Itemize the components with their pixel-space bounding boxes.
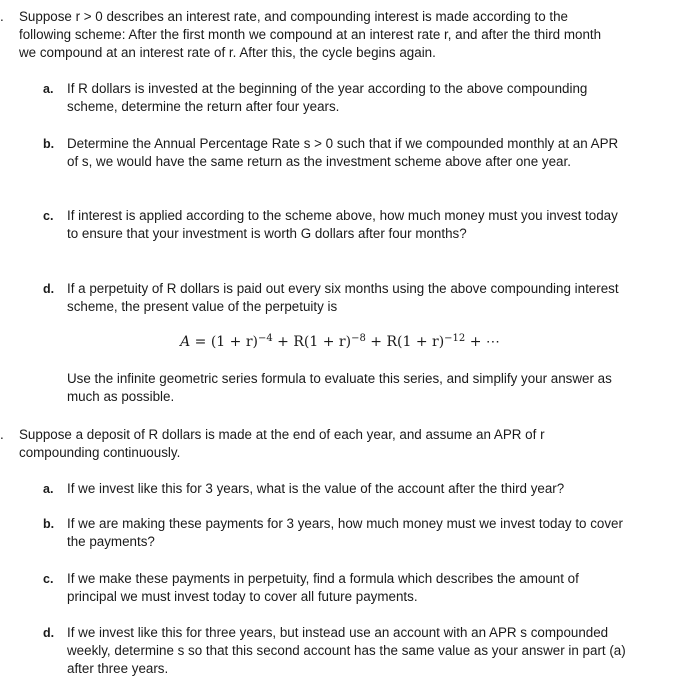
q2-part-b-label: b. xyxy=(43,517,55,531)
formula-exp-3: −12 xyxy=(444,333,466,344)
q2-part-a-label: a. xyxy=(43,482,54,496)
q1-part-c-label: c. xyxy=(43,209,54,223)
q2-part-d-label: d. xyxy=(43,626,55,640)
q1-part-d-text: If a perpetuity of R dollars is paid out every six months using the above compounding interest scheme, the present value of the perpetuity is xyxy=(67,281,619,314)
question-2-number: . xyxy=(0,427,4,442)
question-2-text: Suppose a deposit of R dollars is made at the end of each year, and assume an APR of r compounding continuously. xyxy=(19,427,545,460)
question-1-number: . xyxy=(0,9,4,24)
question-1-text: Suppose r > 0 describes an interest rate, and compounding interest is made according to the following scheme: After the first month we compound at an interest rate r, and after the third month we compound at an interest rate of r. After this, the cycle begins again. xyxy=(19,9,602,60)
q1-part-c-text: If interest is applied according to the scheme above, how much money must you invest today to ensure that your investment is worth G dollars after four months? xyxy=(67,208,618,241)
formula-term-2: R(1 + r) xyxy=(293,334,352,350)
q2-part-c-label: c. xyxy=(43,572,54,586)
q2-part-a-text: If we invest like this for 3 years, what is the value of the account after the third year? xyxy=(67,481,565,496)
q2-part-d-text: If we invest like this for three years, but instead use an account with an APR s compounded weekly, determine s so that this second account has the same value as your answer in part (a) after three years. xyxy=(67,625,626,676)
q1-part-d-instruction: Use the infinite geometric series formula to evaluate this series, and simplify your answer as much as possible. xyxy=(67,371,612,404)
q1-part-b-label: b. xyxy=(43,137,55,151)
q1-part-d-label: d. xyxy=(43,282,55,296)
formula-exp-2: −8 xyxy=(351,333,366,344)
formula-lhs: A xyxy=(180,334,191,350)
formula-tail: + ⋯ xyxy=(469,334,500,350)
formula-term-1: (1 + r) xyxy=(210,334,258,350)
perpetuity-formula: $A = (1 + r)^{-4} + R(1 + r)^{-8} + R(1 + r)^{-12}$ + ⋯ xyxy=(180,333,500,350)
q1-part-a-label: a. xyxy=(43,82,54,96)
q1-part-b-text: Determine the Annual Percentage Rate s > 0 such that if we compounded monthly at an APR of s, we would have the same return as the investment scheme above after one year. xyxy=(67,136,619,169)
formula-exp-1: −4 xyxy=(257,333,273,344)
formula-term-3: R(1 + r) xyxy=(386,334,445,350)
q2-part-c-text: If we make these payments in perpetuity, find a formula which describes the amount of principal we must invest today to cover all future payments. xyxy=(67,571,579,604)
q2-part-b-text: If we are making these payments for 3 years, how much money must we invest today to cover the payments? xyxy=(67,516,623,549)
q1-part-a-text: If R dollars is invested at the beginning of the year according to the above compounding scheme, determine the return after four years. xyxy=(67,81,588,114)
